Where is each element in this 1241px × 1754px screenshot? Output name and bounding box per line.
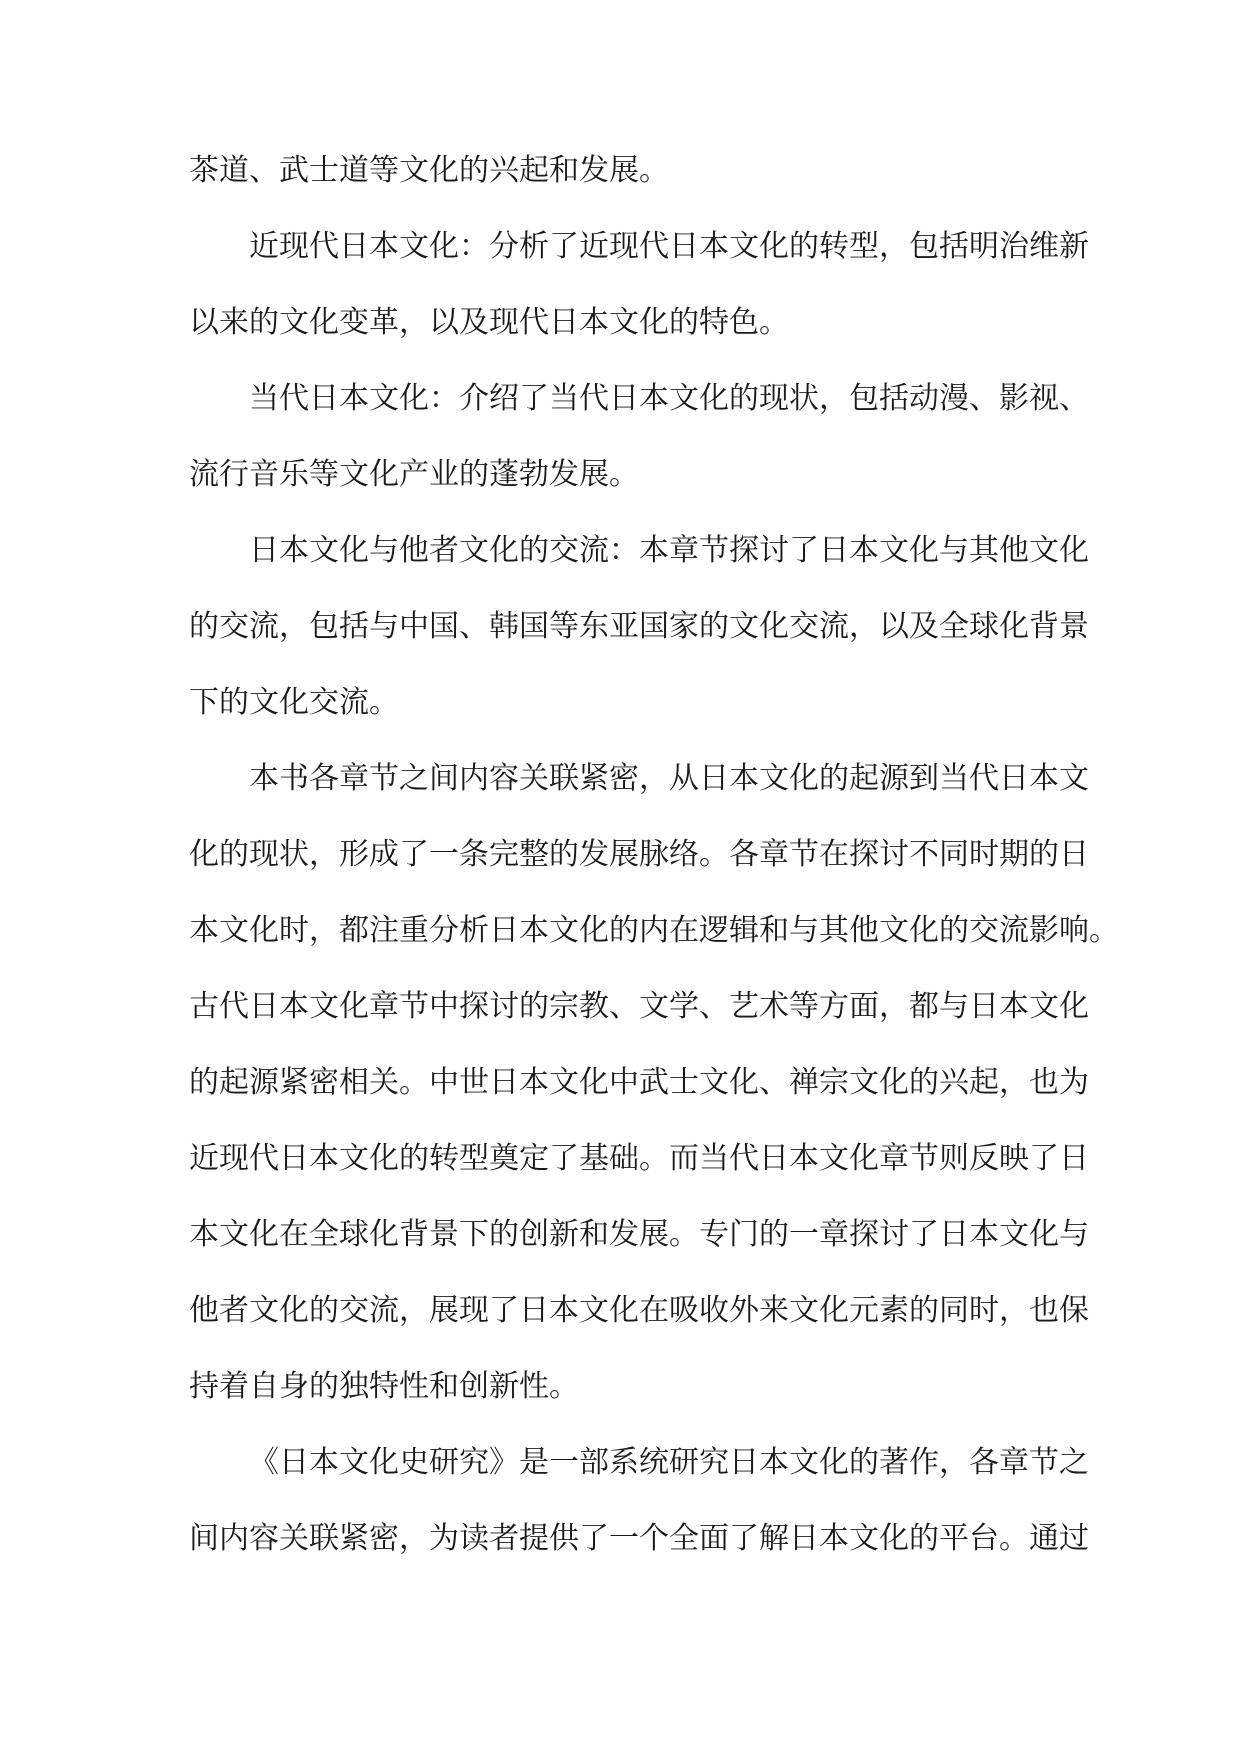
text-line: 流行音乐等文化产业的蓬勃发展。 [189,457,639,492]
text-line: 本文化时，都注重分析日本文化的内在逻辑和与其他文化的交流影响。 [189,913,1119,948]
text-line: 间内容关联紧密，为读者提供了一个全面了解日本文化的平台。通过 [189,1521,1089,1556]
text-line: 当代日本文化：介绍了当代日本文化的现状，包括动漫、影视、 [249,381,1089,416]
text-line: 化的现状，形成了一条完整的发展脉络。各章节在探讨不同时期的日 [189,837,1089,872]
text-line: 他者文化的交流，展现了日本文化在吸收外来文化元素的同时，也保 [189,1293,1089,1328]
text-line: 近现代日本文化的转型奠定了基础。而当代日本文化章节则反映了日 [189,1141,1089,1176]
text-line: 本书各章节之间内容关联紧密，从日本文化的起源到当代日本文 [249,761,1089,796]
text-line: 茶道、武士道等文化的兴起和发展。 [189,153,669,188]
text-line: 古代日本文化章节中探讨的宗教、文学、艺术等方面，都与日本文化 [189,989,1089,1024]
text-line: 以来的文化变革，以及现代日本文化的特色。 [189,305,789,340]
text-line: 《日本文化史研究》是一部系统研究日本文化的著作，各章节之 [249,1445,1089,1480]
paragraph [189,209,1089,361]
text-line: 持着自身的独特性和创新性。 [189,1369,579,1404]
text-line: 近现代日本文化：分析了近现代日本文化的转型，包括明治维新 [249,229,1089,264]
paragraph [189,1425,1089,1577]
paragraph [189,361,1089,513]
paragraph [189,741,1119,1425]
paragraph [189,513,1089,741]
paragraph [189,133,1069,209]
text-line: 的交流，包括与中国、韩国等东亚国家的文化交流，以及全球化背景 [189,609,1089,644]
body-text [189,133,1119,1577]
text-line: 本文化在全球化背景下的创新和发展。专门的一章探讨了日本文化与 [189,1217,1089,1252]
text-line: 日本文化与他者文化的交流：本章节探讨了日本文化与其他文化 [249,533,1089,568]
text-line: 下的文化交流。 [189,685,399,720]
text-line: 的起源紧密相关。中世日本文化中武士文化、禅宗文化的兴起，也为 [189,1065,1089,1100]
